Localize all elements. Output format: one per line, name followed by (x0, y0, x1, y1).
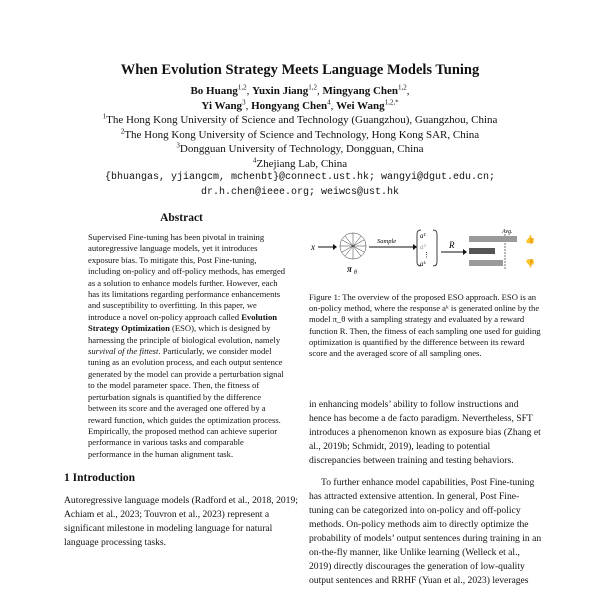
author-name: Bo Huang (190, 85, 238, 97)
author-name: Yuxin Jiang (252, 85, 309, 97)
fig-sample-a2: a² (420, 243, 426, 251)
fig-network-icon (340, 233, 366, 259)
body-paragraph: To further enhance model capabilities, Post Fine-tuning has attracted extensive attention. In general, Post Fine-tuning can be categorized into on-policy and off-policy methods. On-policy methods aim to directly optimize the probability of models’ output sentences during training in an on-the-fly manner, like Unlike learning (Welleck et al., 2019) directly discourages the generation of low-quality output sentences and RRHF (Yuan et al., 2023) leverages (309, 477, 542, 586)
email-line-1[interactable]: {bhuangas, yjiangcm, mchenbt}@connect.ust.hk; wangyi@dgut.edu.cn; (104, 172, 496, 183)
fig-score-bar (469, 260, 503, 266)
author-sup: 1,2 (308, 83, 318, 92)
fig-score-bar (469, 248, 495, 254)
fig-thumb-up-icon: 👍 (525, 235, 535, 244)
body-paragraph: in enhancing models’ ability to follow instructions and hence has become a de facto paradigm. Nevertheless, SFT introduces a phenomenon known as exposure bias (Zhang et al., 2019b; Schmidt, 2019), leading to potential discrepancies between training and testing behaviors. (309, 399, 541, 466)
fig-avg-label: Avg. (502, 229, 513, 235)
fig-arrowhead (333, 244, 337, 250)
paper-title: When Evolution Strategy Meets Language Models Tuning (120, 62, 480, 78)
overview-figure (309, 228, 542, 288)
abstract-text: (ESO), which is designed by harnessing the principle of biological evolution, namely (88, 323, 281, 345)
affiliation (0, 157, 600, 172)
fig-sample-ak: aᵏ (420, 260, 426, 268)
email-line-2[interactable]: dr.h.chen@ieee.org; weiwcs@ust.hk (200, 186, 400, 198)
right-column-body (309, 398, 542, 596)
fig-brace-right (433, 230, 437, 266)
abstract-heading: Abstract (160, 212, 203, 224)
author-sup: 4 (327, 97, 331, 106)
author-sup: 1,2 (237, 83, 247, 92)
author-line-1: Bo Huang$^{1,2}$, Yuxin Jiang$^{1,2}$, Mingyang Chen$^{1,2}$, (190, 83, 410, 97)
abstract-text: Supervised Fine-tuning has been pivotal in training autoregressive language models, yet it introduces exposure bias. To mitigate this, Post Fine-tuning, including on-policy and off-policy methods, has emerged as a solution to enhance models further. However, each has its limitations regarding performance enhancements and susceptibility to overfitting. In this paper, we introduce a novel on-policy approach called (88, 232, 286, 322)
section-heading-introduction: 1 Introduction (64, 472, 136, 485)
fig-score-bar (469, 236, 517, 242)
author-name: Mingyang Chen (322, 85, 399, 97)
fig-sample-label: Sample (377, 238, 397, 245)
fig-reward-label: R (449, 240, 455, 250)
affil-sup: 1 (102, 112, 107, 121)
affil-text: Dongguan University of Technology, Dongguan, China (179, 143, 424, 155)
author-line-2: Yi Wang$^3$, Hongyang Chen$^4$, Wei Wang$^{1,2,*}$ (201, 97, 399, 112)
fig-arrowhead (463, 249, 467, 255)
author-name: Wei Wang (336, 99, 385, 112)
author-name: Hongyang Chen (251, 99, 328, 112)
abstract-emphasis: survival of the fittest (88, 346, 159, 357)
affiliation (0, 128, 600, 143)
author-sup: 3 (242, 97, 246, 106)
affil-sup: 3 (176, 141, 180, 150)
abstract-body (64, 232, 299, 460)
author-sup: 1,2,* (384, 97, 399, 106)
fig-policy-label: π (347, 264, 352, 274)
fig-policy-sub: θ (354, 270, 357, 276)
affiliation (0, 142, 600, 157)
fig-thumb-down-icon: 👎 (525, 259, 535, 268)
fig-vdots: ⋮ (423, 251, 430, 259)
abstract-text: . Particularly, we consider model tuning as an evolution process, and each output sentence generated by the model can provide a perturbation signal to the model parameter space. Then, the fitness of perturbation signals is quantified by the difference between its score and the averaged one offered by a reward function, which guides the optimization process. Empirically, the proposed method can achieve superior performance in various tasks and comparable performance in the human alignment task. (88, 346, 284, 459)
affil-sup: 4 (252, 155, 257, 164)
affil-text: Zhejiang Lab, China (256, 157, 348, 170)
author-sup: 1,2 (398, 83, 407, 92)
fig-sample-a1: a¹ (420, 232, 426, 240)
fig-input-x: x (311, 242, 315, 252)
affiliation (0, 113, 600, 128)
affil-text: The Hong Kong University of Science and Technology (Guangzhou), Guangzhou, China (106, 114, 498, 126)
method-name: Evolution Strategy Optimization (88, 311, 278, 334)
intro-paragraph: Autoregressive language models (Radford et al., 2018, 2019; Achiam et al., 2023; Touvron et al., 2023) represent a significant milestone in modeling language for natural language processing tasks. (64, 495, 298, 549)
figure-caption: Figure 1: The overview of the proposed ESO approach. ESO is an on-policy method, where the response aᵏ is generated online by the model π_θ with a sampling strategy and evaluated by a reward function R. Then, the fitness of each sampling one used for guiding optimization is quantified by the difference between its reward score and the averaged score of all sampling ones. (309, 292, 541, 359)
author-block (0, 84, 600, 200)
fig-arrowhead (413, 244, 417, 250)
left-column (64, 212, 299, 550)
affil-text: The Hong Kong University of Science and Technology, Hong Kong SAR, China (124, 128, 480, 141)
affil-sup: 2 (120, 126, 125, 135)
author-name: Yi Wang (201, 99, 243, 112)
